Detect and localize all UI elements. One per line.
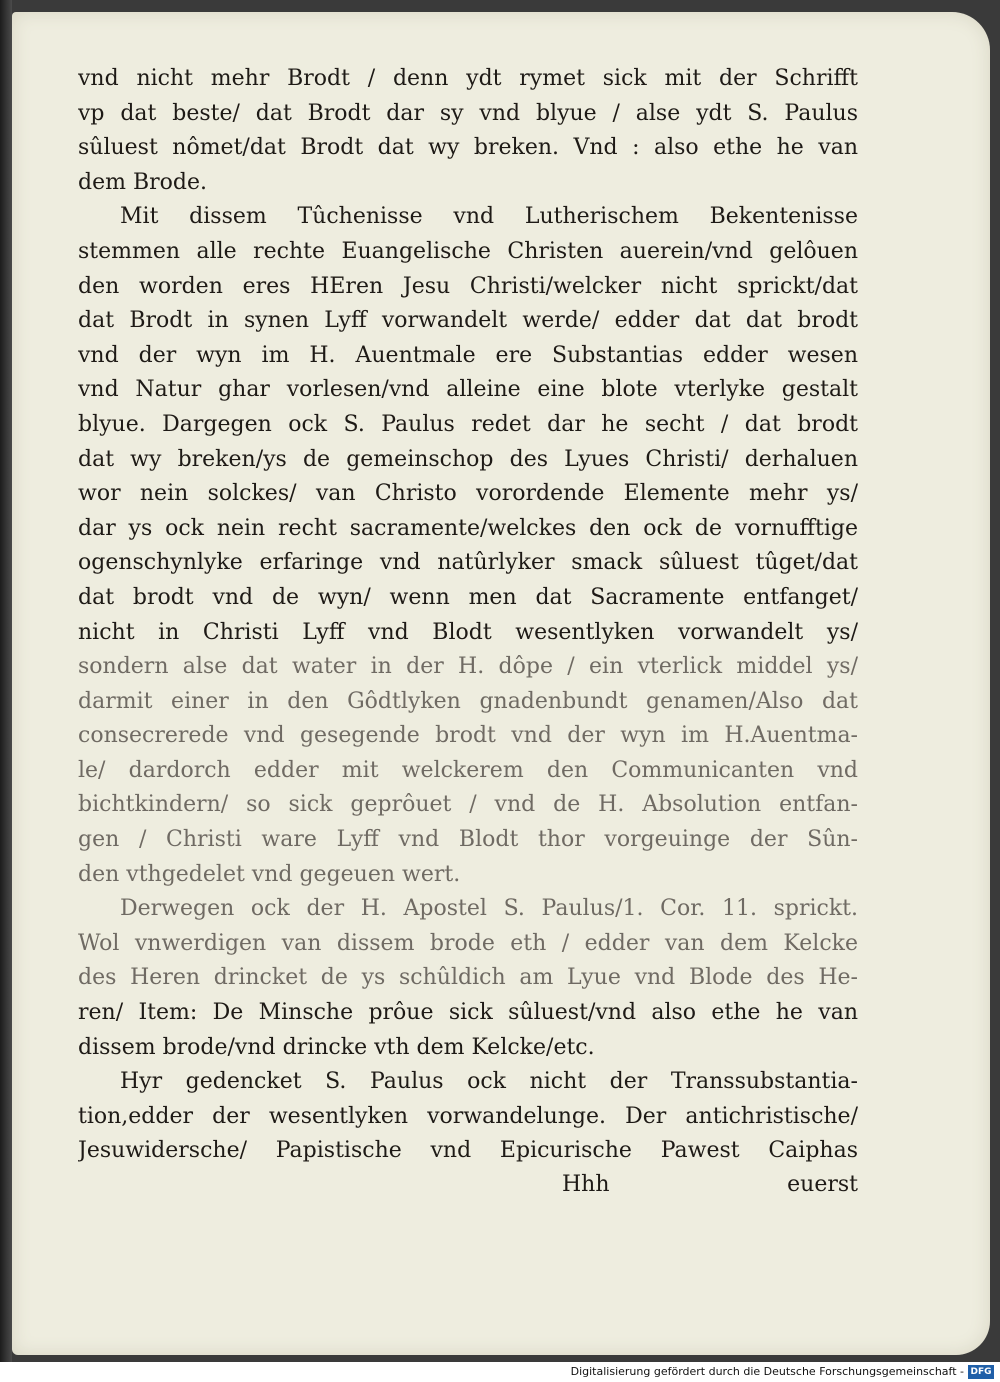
text-line: le/ dardorch edder mit welckerem den Communicanten vnd [78, 757, 858, 783]
text-line: vnd Natur ghar vorlesen/vnd alleine eine blote vterlyke gestalt [78, 377, 858, 403]
text-line: den vthgedelet vnd gegeuen wert. [78, 861, 461, 887]
text-line: vp dat beste/ dat Brodt dar sy vnd blyue / alse ydt S. Paulus [78, 100, 858, 126]
text-line: dar ys ock nein recht sacramente/welckes den ock de vornufftige [78, 515, 858, 541]
text-line: vnd der wyn im H. Auentmale ere Substantias edder wesen [78, 342, 858, 368]
text-line: Wol vnwerdigen van dissem brode eth / edder van dem Kelcke [78, 930, 858, 956]
signature-mark: Hhh [562, 1172, 610, 1197]
text-line: Mit dissem Tûchenisse vnd Lutherischem Bekentenisse [120, 204, 858, 230]
text-line: blyue. Dargegen ock S. Paulus redet dar he secht / dat brodt [78, 411, 858, 437]
text-line: ren/ Item: De Minsche prôue sick sûluest/vnd also ethe he van [78, 1000, 858, 1026]
text-line: sûluest nômet/dat Brodt dat wy breken. Vnd : also ethe he van [78, 135, 858, 161]
scan-book-edge [0, 0, 12, 1362]
catchword: euerst [787, 1172, 858, 1197]
text-line: Hyr gedencket S. Paulus ock nicht der Transsubstantia- [120, 1069, 858, 1095]
text-line: dissem brode/vnd drincke vth dem Kelcke/etc. [78, 1034, 595, 1060]
text-line: consecrerede vnd gesegende brodt vnd der wyn im H.Auentma- [78, 723, 858, 749]
credit-text: Digitalisierung gefördert durch die Deutsche Forschungsgemeinschaft - [570, 1365, 964, 1378]
text-line: sondern alse dat water in der H. dôpe / ein vterlick middel ys/ [78, 654, 858, 680]
text-line: wor nein solckes/ van Christo vorordende Elemente mehr ys/ [78, 481, 858, 507]
text-line: den worden eres HEren Jesu Christi/welcker nicht sprickt/dat [78, 273, 858, 299]
text-line: tion,edder der wesentlyken vorwandelunge. Der antichristische/ [78, 1103, 858, 1129]
text-line: dem Brode. [78, 169, 207, 195]
text-line: gen / Christi ware Lyff vnd Blodt thor vorgeuinge der Sûn- [78, 827, 858, 853]
text-line: bichtkindern/ so sick geprôuet / vnd de H. Absolution entfan- [78, 792, 858, 818]
page-footer-line [78, 1172, 858, 1208]
text-line: Derwegen ock der H. Apostel S. Paulus/1. Cor. 11. sprickt. [120, 896, 858, 922]
text-line: nicht in Christi Lyff vnd Blodt wesentlyken vorwandelt ys/ [78, 619, 858, 645]
text-line: dat brodt vnd de wyn/ wenn men dat Sacramente entfanget/ [78, 584, 858, 610]
text-line: Jesuwidersche/ Papistische vnd Epicurische Pawest Caiphas [78, 1138, 858, 1164]
text-line: stemmen alle rechte Euangelische Christen auerein/vnd gelôuen [78, 238, 858, 264]
page-sheet [12, 12, 990, 1355]
text-line: des Heren drincket de ys schûldich am Lyue vnd Blode des He- [78, 965, 858, 991]
page-text [78, 62, 858, 1169]
text-line: vnd nicht mehr Brodt / denn ydt rymet sick mit der Schrifft [78, 66, 858, 91]
text-line: dat Brodt in synen Lyff vorwandelt werde/ edder dat dat brodt [78, 308, 858, 334]
dfg-logo-icon: DFG [968, 1365, 994, 1379]
text-line: ogenschynlyke erfaringe vnd natûrlyker smack sûluest tûget/dat [78, 550, 858, 576]
credit-bar [0, 1362, 1000, 1382]
text-line: darmit einer in den Gôdtlyken gnadenbundt genamen/Also dat [78, 688, 858, 714]
text-line: dat wy breken/ys de gemeinschop des Lyues Christi/ derhaluen [78, 446, 858, 472]
